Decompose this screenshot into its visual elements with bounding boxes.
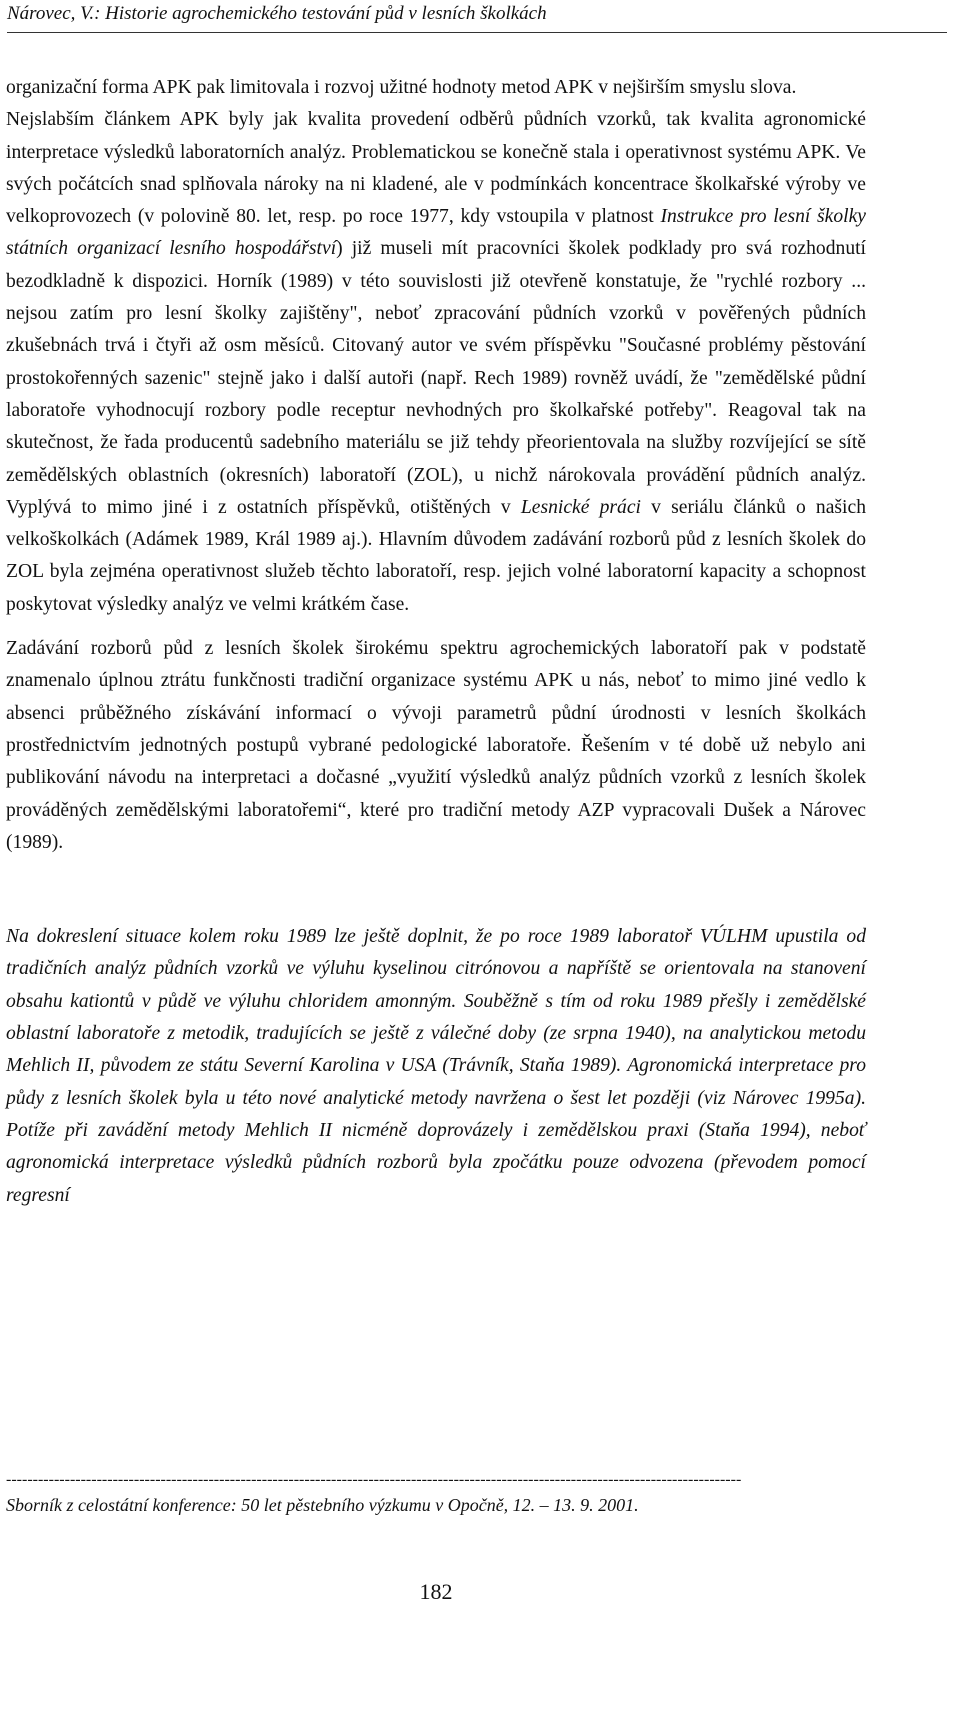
body-text xyxy=(6,72,866,1212)
paragraph-1: organizační forma APK pak limitovala i rozvoj užitné hodnoty metod APK v nejširším smyslu slova. xyxy=(6,77,797,98)
instrukce-title: Instrukce pro lesní školky státních organizací lesního hospodářství xyxy=(6,206,866,260)
paragraph-2-text-b: ) již museli mít pracovníci školek podklady pro svá rozhodnutí bezodkladně k dispozici. Horník (1989) v této souvislosti již otevřeně konstatuje, že "rychlé rozbory ... nejsou zatím pro lesní školky zajištěny", neboť zpracování půdních vzorků v pověřených půdních zkušebnách trvá i čtyři až osm měsíců. Citovaný autor ve svém příspěvku "Současné problémy pěstování prostokořenných sazenic" stejně jako i další autoři (např. Rech 1989) rovněž uvádí, že "zemědělské půdní laboratoře vyhodnocují rozbory podle receptur nevhodných pro školkařské potřeby". Reagoval tak na skutečnost, že řada producentů sadebního materiálu se již tehdy přeorientovala na služby rozvíjející se sítě zemědělských oblastních (okresních) laboratoří (ZOL), u nichž nárokovala provádění půdních analýz. Vyplývá to mimo jiné i z ostatních příspěvků, otištěných v xyxy=(6,238,867,518)
running-header: Nárovec, V.: Historie agrochemického testování půd v lesních školkách xyxy=(7,2,947,33)
page-number: 182 xyxy=(419,1579,453,1604)
paragraph-2-text-a: Nejslabším článkem APK byly jak kvalita provedení odběrů půdních vzorků, tak kvalita agronomické interpretace výsledků laboratorních analýz. Problematickou se konečně stala i operativnost systému APK. Ve svých počátcích snad splňovala nároky na ni kladené, ale v podmínkách koncentrace školkařské výroby ve velkoprovozech (v polovině 80. let, resp. po roce 1977, kdy vstoupila v platnost xyxy=(6,109,866,228)
paragraph-4-italic: Na dokreslení situace kolem roku 1989 lze ještě doplnit, že po roce 1989 laboratoř VÚLHM upustila od tradičních analýz půdních vzorků ve výluhu kyselinou citrónovou a napříště se orientovala na stanovení obsahu kationtů v půdě ve výluhu chloridem amonným. Souběžně s tím od roku 1989 přešly i zemědělské oblastní laboratoře z metodik, tradujících se ještě z válečné doby (ze srpna 1940), na analytickou metodu Mehlich II, původem ze státu Severní Karolina v USA (Trávník, Staňa 1989). Agronomická interpretace pro půdy z lesních školek byla u této nové analytické metody navržena o šest let později (viz Nárovec 1995a). Potíže při zavádění metody Mehlich II nicméně doprovázely i zemědělskou praxi (Staňa 1994), neboť agronomická interpretace výsledků půdních rozborů byla zpočátku pouze odvozena (převodem pomocí regresní xyxy=(6,926,866,1206)
paragraph-2-text-c: v seriálu článků o našich velkoškolkách (Adámek 1989, Král 1989 aj.). Hlavním důvodem zadávání rozborů půd z lesních školek do ZOL byla zejména operativnost služeb těchto laboratoří, resp. jejich volné laboratorní kapacity a schopnost poskytovat výsledky analýz ve velmi krátkém čase. xyxy=(6,496,866,615)
conference-footer-note: Sborník z celostátní konference: 50 let pěstebního výzkumu v Opočně, 12. – 13. 9. 2001. xyxy=(6,1495,639,1515)
paragraph-2 xyxy=(6,104,866,621)
footer-dash-rule: ------------------------------------------------------------------------------------------------------------------------------------------ xyxy=(6,1472,742,1488)
lesnicka-prace-title: Lesnické práci xyxy=(520,496,641,518)
paragraph-3: Zadávání rozborů půd z lesních školek širokému spektru agrochemických laboratoří pak v podstatě znamenalo úplnou ztrátu funkčnosti tradiční organizace systému APK u nás, neboť to mimo jiné vedlo k absenci průběžného získávání informací o vývoji parametrů půdní úrodnosti v lesních školkách prostřednictvím jednotných postupů vybrané pedologické laboratoře. Řešením v té době už nebylo ani publikování návodu na interpretaci a dočasné „využití výsledků analýz půdních vzorků z lesních školek prováděných zemědělskými laboratořemi“, které pro tradiční metody AZP vypracovali Dušek a Nárovec (1989). xyxy=(6,638,866,853)
